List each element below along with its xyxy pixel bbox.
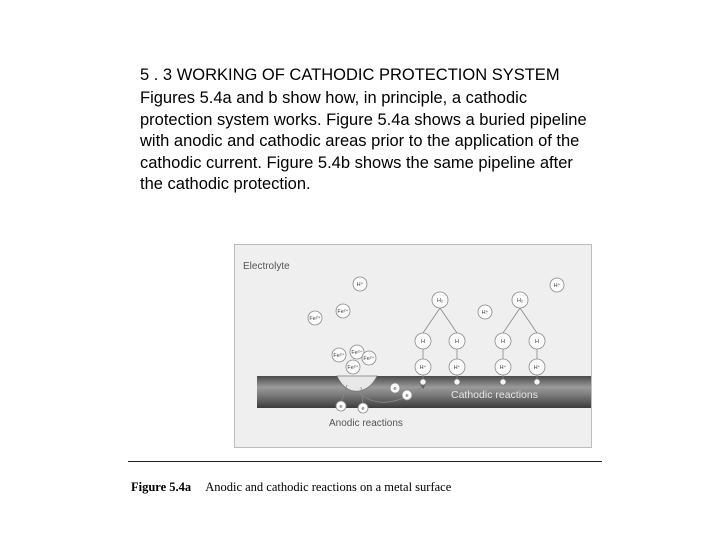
ion-label: e bbox=[361, 406, 365, 412]
electrolyte-label: Electrolyte bbox=[243, 261, 290, 272]
ion-label: H bbox=[501, 339, 505, 345]
ion-label: Fe²⁺ bbox=[333, 353, 345, 359]
ion-label: e bbox=[405, 393, 409, 399]
cathodic-label: Cathodic reactions bbox=[451, 389, 538, 401]
ion-label: e bbox=[339, 404, 343, 410]
ion-label: H bbox=[421, 339, 425, 345]
ion-label: Fe²⁺ bbox=[363, 356, 375, 362]
ion-label: Fe²⁺ bbox=[351, 350, 363, 356]
ion-label: H⁺ bbox=[453, 365, 461, 371]
ion-label: H⁺ bbox=[481, 310, 489, 316]
ion-label: H⁺ bbox=[356, 282, 364, 288]
ion-label: H⁺ bbox=[499, 365, 507, 371]
ion-label: H⁺ bbox=[533, 365, 541, 371]
anodic-label: Anodic reactions bbox=[329, 418, 403, 429]
ion-label: H bbox=[535, 339, 539, 345]
electron-dot bbox=[500, 379, 506, 385]
electron-dot bbox=[534, 379, 540, 385]
ion-label: H⁺ bbox=[553, 283, 561, 289]
electron-dot bbox=[420, 379, 426, 385]
caption-rule bbox=[128, 461, 602, 462]
ion-label: Fe²⁺ bbox=[347, 365, 359, 371]
ion-label: H₂ bbox=[516, 298, 524, 304]
section-heading: 5 . 3 WORKING OF CATHODIC PROTECTION SYSTEM bbox=[140, 66, 560, 84]
ion-label: Fe²⁺ bbox=[337, 309, 349, 315]
body-paragraph: Figures 5.4a and b show how, in principle, a cathodic protection system works. Figure 5.4a shows a buried pipeline with anodic and cathodic areas prior to the application of the cathodic current. Figure 5.4b shows the same pipeline after the cathodic protection. bbox=[140, 89, 587, 193]
ion-label: e bbox=[393, 386, 397, 392]
electron-dot bbox=[454, 379, 460, 385]
figure-caption bbox=[131, 480, 451, 495]
caption-number: Figure 5.4a bbox=[131, 480, 192, 494]
ion-label: H₂ bbox=[436, 298, 444, 304]
ion-label: Fe²⁺ bbox=[309, 316, 321, 322]
caption-text: Anodic and cathodic reactions on a metal surface bbox=[205, 480, 452, 494]
figure-diagram bbox=[234, 244, 592, 448]
ion-label: H bbox=[455, 339, 459, 345]
ion-label: H⁺ bbox=[419, 365, 427, 371]
